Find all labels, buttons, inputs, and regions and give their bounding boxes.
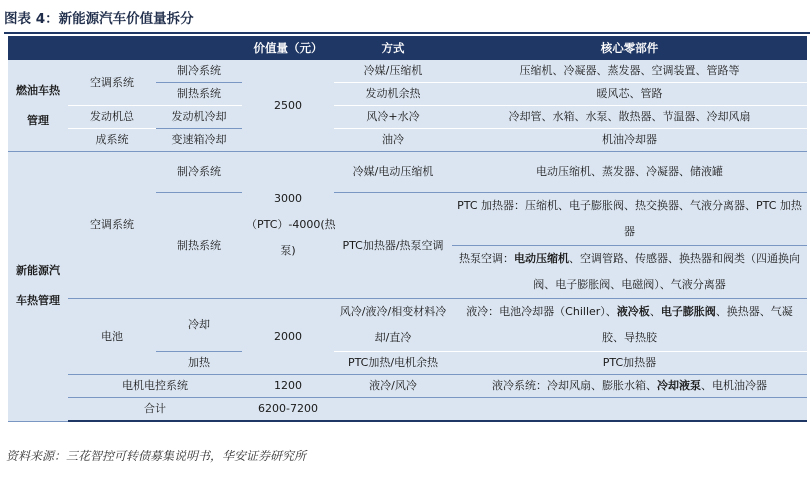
nev-heatpump-parts bbox=[452, 246, 807, 299]
fuel-engine-system-a: 发动机总 bbox=[68, 106, 156, 129]
nev-motor-value: 1200 bbox=[242, 375, 334, 398]
table-row bbox=[8, 106, 807, 129]
fuel-r2-parts: 暖风芯、管路 bbox=[452, 83, 807, 106]
nev-ac-cool: 制冷系统 bbox=[156, 152, 242, 193]
table-row bbox=[8, 152, 807, 193]
fuel-r4-method: 油冷 bbox=[334, 129, 452, 152]
batt-cool-rest: 、换热器、气凝胶、导热胶 bbox=[602, 305, 793, 344]
table-row bbox=[8, 129, 807, 152]
total-label: 合计 bbox=[68, 398, 242, 422]
nev-batt-heat-method: PTC加热/电机余热 bbox=[334, 352, 452, 375]
nev-battery: 电池 bbox=[68, 299, 156, 375]
nev-batt-heat: 加热 bbox=[156, 352, 242, 375]
fuel-engine-cool: 发动机冷却 bbox=[156, 106, 242, 129]
category-fuel: 燃油车热管理 bbox=[8, 60, 68, 152]
source-note: 资料来源：三花智控可转债募集说明书，华安证券研究所 bbox=[6, 449, 307, 463]
motor-parts-prefix: 液冷系统：冷却风扇、膨胀水箱、 bbox=[492, 379, 657, 392]
header-method: 方式 bbox=[334, 36, 452, 60]
nev-batt-cool-method: 风冷/液冷/相变材料冷却/直冷 bbox=[334, 299, 452, 352]
batt-cool-prefix: 液冷：电池冷却器（Chiller）、 bbox=[466, 305, 617, 318]
total-row bbox=[8, 398, 807, 422]
table-row bbox=[8, 375, 807, 398]
value-breakdown-table bbox=[8, 36, 807, 422]
nev-batt-value: 2000 bbox=[242, 299, 334, 375]
fuel-trans-cool: 变速箱冷却 bbox=[156, 129, 242, 152]
fuel-r1-parts: 压缩机、冷凝器、蒸发器、空调装置、管路等 bbox=[452, 60, 807, 83]
fuel-engine-system-b: 成系统 bbox=[68, 129, 156, 152]
heatpump-prefix: 热泵空调： bbox=[459, 252, 514, 265]
figure-caption: 图表 4：新能源汽车价值量拆分 bbox=[4, 6, 810, 34]
batt-cool-bold-1: 液冷板 bbox=[616, 305, 650, 318]
heatpump-rest: 、空调管路、传感器、换热器和阀类（四通换向阀、电子膨胀阀、电磁阀）、气液分离器 bbox=[533, 252, 800, 291]
fuel-r1-method: 冷媒/压缩机 bbox=[334, 60, 452, 83]
motor-parts-rest: 、电机油冷器 bbox=[701, 379, 767, 392]
total-blank-method bbox=[334, 398, 452, 422]
header-core-parts: 核心零部件 bbox=[452, 36, 807, 60]
nev-cool-method: 冷媒/电动压缩机 bbox=[334, 152, 452, 193]
batt-cool-sep: 、 bbox=[649, 305, 661, 318]
table-row bbox=[8, 60, 807, 83]
motor-parts-bold: 冷却液泵 bbox=[657, 379, 701, 392]
table-header-row bbox=[8, 36, 807, 60]
table-row bbox=[8, 299, 807, 352]
batt-cool-bold-2: 电子膨胀阀 bbox=[660, 305, 716, 318]
heatpump-bold: 电动压缩机 bbox=[514, 252, 569, 265]
fuel-ac-heat: 制热系统 bbox=[156, 83, 242, 106]
nev-heat-method: PTC加热器/热泵空调 bbox=[334, 193, 452, 299]
fuel-r3-method: 风冷+水冷 bbox=[334, 106, 452, 129]
nev-batt-cool-parts bbox=[452, 299, 807, 352]
fuel-r3-parts: 冷却管、水箱、水泵、散热器、节温器、冷却风扇 bbox=[452, 106, 807, 129]
nev-batt-cool: 冷却 bbox=[156, 299, 242, 352]
category-nev: 新能源汽车热管理 bbox=[8, 152, 68, 422]
fuel-r4-parts: 机油冷却器 bbox=[452, 129, 807, 152]
nev-motor-method: 液冷/风冷 bbox=[334, 375, 452, 398]
total-value: 6200-7200 bbox=[242, 398, 334, 422]
nev-cool-parts: 电动压缩机、蒸发器、冷凝器、储液罐 bbox=[452, 152, 807, 193]
nev-ac-system: 空调系统 bbox=[68, 152, 156, 299]
nev-motor-system: 电机电控系统 bbox=[68, 375, 242, 398]
nev-batt-heat-parts: PTC加热器 bbox=[452, 352, 807, 375]
fuel-r2-method: 发动机余热 bbox=[334, 83, 452, 106]
nev-ac-heat: 制热系统 bbox=[156, 193, 242, 299]
fuel-value: 2500 bbox=[242, 60, 334, 152]
nev-motor-parts bbox=[452, 375, 807, 398]
fuel-ac-cool: 制冷系统 bbox=[156, 60, 242, 83]
header-blank bbox=[8, 36, 242, 60]
header-value: 价值量（元） bbox=[242, 36, 334, 60]
nev-ac-value: 3000（PTC）-4000(热泵) bbox=[242, 152, 334, 299]
fuel-ac-system: 空调系统 bbox=[68, 60, 156, 106]
nev-ptc-parts: PTC 加热器：压缩机、电子膨胀阀、热交换器、气液分离器、PTC 加热器 bbox=[452, 193, 807, 246]
total-blank-parts bbox=[452, 398, 807, 422]
